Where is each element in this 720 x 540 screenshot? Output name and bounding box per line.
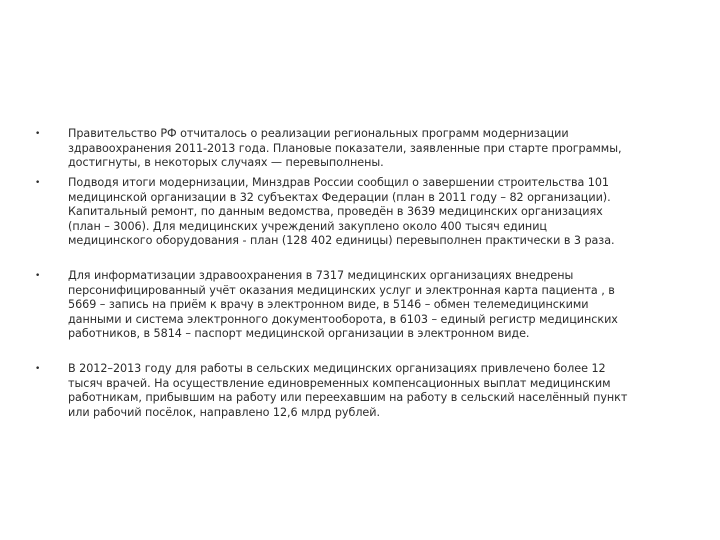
paragraph-line: достигнуты, в некоторых случаях — перевыполнены. xyxy=(68,156,384,170)
paragraph-line: Для информатизации здравоохранения в 7317 медицинских организациях внедрены xyxy=(68,269,574,282)
bullet-marker: • xyxy=(35,129,41,139)
bullet-paragraph-1 xyxy=(68,127,678,171)
bullet-marker: • xyxy=(35,364,41,374)
bullet-marker: • xyxy=(35,271,41,281)
paragraph-line: В 2012–2013 году для работы в сельских медицинских организациях привлечено более 12 xyxy=(68,362,606,375)
paragraph-line: работников, в 5814 – паспорт медицинской организации в электронном виде. xyxy=(68,327,530,341)
bullet-marker: • xyxy=(35,178,41,188)
paragraph-line: медицинской организации в 32 субъектах Федерации (план в 2011 году – 82 организации). xyxy=(68,190,611,204)
paragraph-line: 5669 – запись на приём к врачу в электронном виде, в 5146 – обмен телемедицинскими xyxy=(68,298,589,312)
paragraph-line: Капитальный ремонт, по данным ведомства, проведён в 3639 медицинских организациях xyxy=(68,205,603,219)
paragraph-line: или рабочий посёлок, направлено 12,6 млрд рублей. xyxy=(68,405,380,419)
bullet-paragraph-2 xyxy=(68,176,678,249)
bullet-paragraph-3 xyxy=(68,269,678,342)
paragraph-line: работникам, прибывшим на работу или переехавшим на работу в сельский населённый пункт xyxy=(68,391,628,405)
bullet-paragraph-4 xyxy=(68,362,678,420)
paragraph-line: здравоохранения 2011-2013 года. Плановые показатели, заявленные при старте программы, xyxy=(68,141,622,155)
paragraph-line: (план – 3006). Для медицинских учреждений закуплено около 400 тысяч единиц xyxy=(68,219,547,233)
paragraph-line: тысяч врачей. На осуществление единовременных компенсационных выплат медицинским xyxy=(68,376,611,390)
paragraph-line: Подводя итоги модернизации, Минздрав России сообщил о завершении строительства 101 xyxy=(68,176,609,189)
paragraph-line: медицинского оборудования - план (128 402 единицы) перевыполнен практически в 3 раза. xyxy=(68,234,615,248)
paragraph-line: персонифицированный учёт оказания медицинских услуг и электронная карта пациента , в xyxy=(68,283,615,297)
paragraph-line: данными и система электронного документооборота, в 6103 – единый регистр медицинских xyxy=(68,312,618,326)
paragraph-line: Правительство РФ отчиталось о реализации региональных программ модернизации xyxy=(68,127,569,140)
